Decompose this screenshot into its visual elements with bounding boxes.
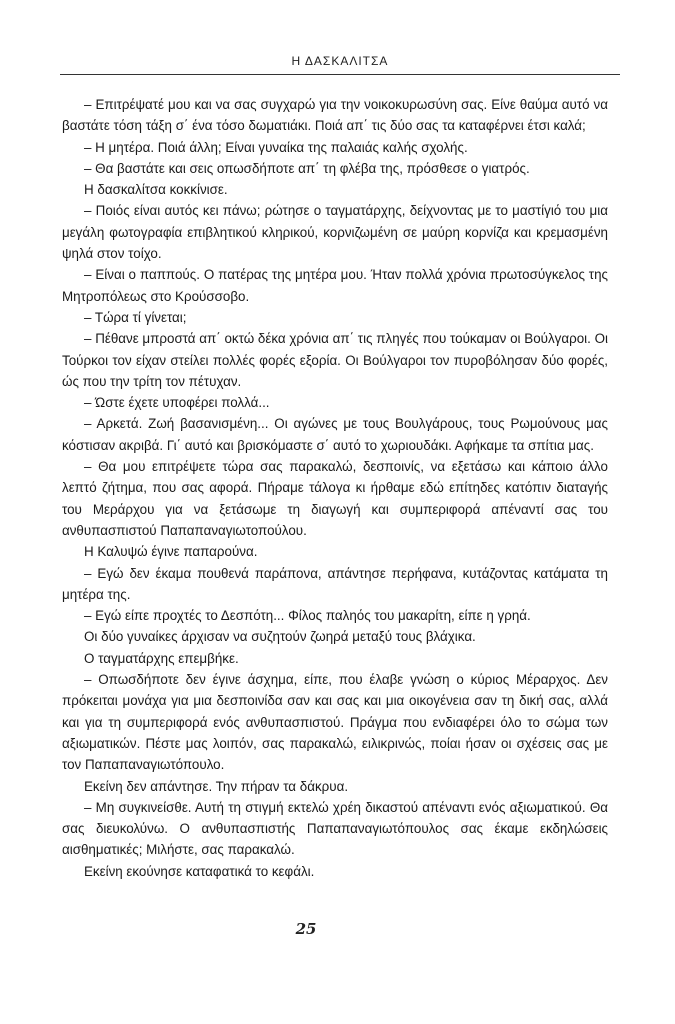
paragraph: – Είναι ο παππούς. Ο πατέρας της μητέρα μου. Ήταν πολλά χρόνια πρωτοσύγκελος της Μητροπόλεως στο Κρούσσοβο. <box>62 267 608 304</box>
body-text <box>62 94 608 882</box>
paragraph: – Η μητέρα. Ποιά άλλη; Είναι γυναίκα της παλαιάς καλής σχολής. <box>84 139 468 155</box>
paragraph: – Επιτρέψατέ μου και να σας συγχαρώ για την νοικοκυρωσύνη σας. Είνε θαύμα αυτό να βαστάτε τόση τάξη σ΄ ένα τόσο δωματιάκι. Ποιά απ΄ τις δύο σας τα καταφέρνει έτσι καλά; <box>62 97 608 134</box>
header-rule <box>60 74 620 75</box>
paragraph: – Εγώ δεν έκαμα πουθενά παράπονα, απάντησε περήφανα, κυτάζοντας κατάματα τη μητέρα της. <box>62 565 608 602</box>
paragraph: Εκείνη δεν απάντησε. Την πήραν τα δάκρυα. <box>84 778 349 794</box>
paragraph: Οι δύο γυναίκες άρχισαν να συζητούν ζωηρά μεταξύ τους βλάχικα. <box>84 629 476 645</box>
paragraph: – Ποιός είναι αυτός κει πάνω; ρώτησε ο ταγματάρχης, δείχνοντας με το μαστίγιό του μια μεγάλη φωτογραφία επιβλητικού κληρικού, κορνιζωμένη σε μαύρη κορνίζα και κρεμασμένη ψηλά στον τοίχο. <box>62 203 608 262</box>
paragraph: – Οπωσδήποτε δεν έγινε άσχημα, είπε, που έλαβε γνώση ο κύριος Μέραρχος. Δεν πρόκειται μονάχα για μια δεσποινίδα σαν και σας και μια οικογένεια σαν τη δική σας, αλλά και για τη συμπεριφορά ενός ανθυπασπιστού. Πράγμα που ενδιαφέρει όλο το σώμα των αξιωματικών. Πέστε μας λοιπόν, σας παρακαλώ, ειλικρινώς, ποίαι ήσαν οι σχέσεις σας με τον Παπαπαναγιωτόπουλο. <box>62 672 608 773</box>
paragraph: – Αρκετά. Ζωή βασανισμένη... Οι αγώνες με τους Βουλγάρους, τους Ρωμούνους μας κόστισαν ακριβά. Γι΄ αυτό και βρισκόμαστε σ΄ αυτό το χωριουδάκι. Αφήκαμε τα σπίτια μας. <box>62 416 608 453</box>
paragraph: – Θα μου επιτρέψετε τώρα σας παρακαλώ, δεσποινίς, να εξετάσω και κάποιο άλλο λεπτό ζήτημα, που σας αφορά. Πήραμε τάλογα κι ήρθαμε εδώ επίτηδες κατόπιν διαταγής του Μεράρχου για να ξετάσωμε τη διαγωγή και συμπεριφορά απέναντί σας του ανθυπασπιστού Παπαπαναγιωτοπούλου. <box>62 459 608 538</box>
paragraph: – Θα βαστάτε και σεις οπωσδήποτε απ΄ τη φλέβα της, πρόσθεσε ο γιατρός. <box>84 160 530 176</box>
paragraph: – Τώρα τί γίνεται; <box>84 309 187 325</box>
page-number: 25 <box>295 920 317 938</box>
paragraph: – Ώστε έχετε υποφέρει πολλά... <box>84 395 270 411</box>
paragraph: – Πέθανε μπροστά απ΄ οκτώ δέκα χρόνια απ΄ τις πληγές που τούκαμαν οι Βούλγαροι. Οι Τούρκοι τον είχαν στείλει πολλές φορές εξορία. Οι Βούλγαροι τον πυροβόλησαν δύο φορές, ώς που την τρίτη τον πέτυχαν. <box>62 331 608 389</box>
paragraph: Η δασκαλίτσα κοκκίνισε. <box>84 182 228 198</box>
paragraph: – Εγώ είπε προχτές το Δεσπότη... Φίλος παληός του μακαρίτη, είπε η γρηά. <box>84 608 531 624</box>
running-title: Η ΔΑΣΚΑΛΙΤΣΑ <box>291 54 389 68</box>
paragraph: Εκείνη εκούνησε καταφατικά το κεφάλι. <box>84 863 315 879</box>
paragraph: – Μη συγκινείσθε. Αυτή τη στιγμή εκτελώ χρέη δικαστού απέναντι ενός αξιωματικού. Θα σας διευκολύνω. Ο ανθυπασπιστής Παπαπαναγιωτόπουλος σας έκαμε εκδηλώσεις αισθηματικές; Μιλήστε, σας παρακαλώ. <box>62 799 608 858</box>
paragraph: Η Καλυψώ έγινε παπαρούνα. <box>84 544 258 560</box>
paragraph: Ο ταγματάρχης επεμβήκε. <box>84 650 239 666</box>
